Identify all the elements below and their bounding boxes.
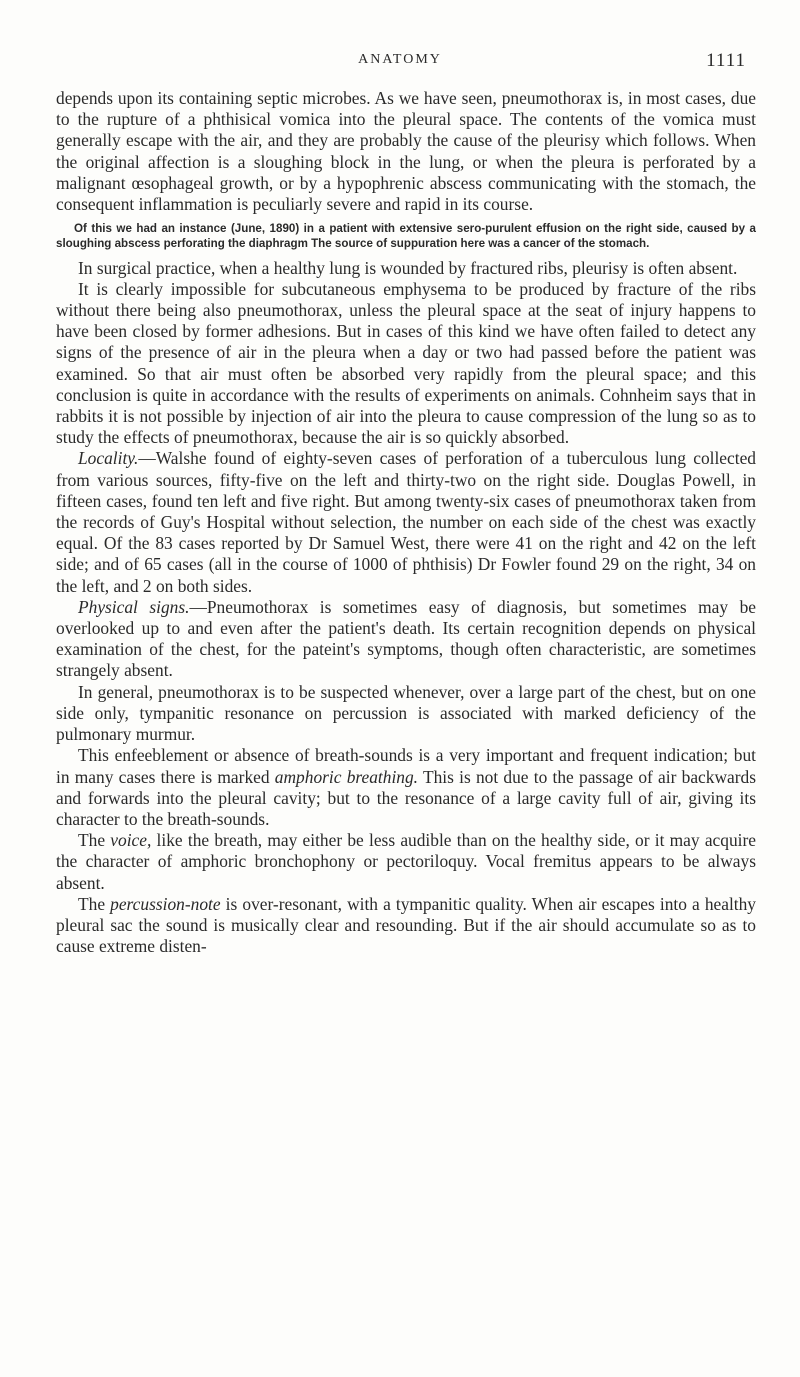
paragraph-physical-signs [56,597,756,682]
percussion-term: percussion-note [110,893,221,914]
voice-text: like the breath, may either be less audible than on the healthy side, or it may acquire the character of amphoric bronchophony or pectoriloquy. Vocal fremitus appears to be always absent. [56,830,756,893]
locality-heading: Locality. [78,448,139,469]
paragraph-breath-sounds [56,745,756,830]
breath-sounds-text: This enfeeblement or absence of breath-sounds is a very important and frequent indication; but in many cases there is marked [56,745,756,787]
page-number: 1111 [706,50,746,71]
physical-signs-heading: Physical signs. [78,596,190,617]
running-title: ANATOMY [358,52,442,67]
paragraph-locality [56,448,756,596]
paragraph-general: In general, pneumothorax is to be suspected whenever, over a large part of the chest, but on one side only, tympanitic resonance on percussion is associated with marked deficiency of the pulmonary murmur. [56,681,756,745]
voice-pre: The [78,830,111,851]
case-note: Of this we had an instance (June, 1890) in a patient with extensive sero-purulent effusion on the right side, caused by a sloughing abscess perforating the diaphragm The source of suppuration here was a cancer of the stomach. [56,222,756,251]
paragraph-surgical-practice: In surgical practice, when a healthy lung is wounded by fractured ribs, pleurisy is often absent. [78,257,738,278]
paragraph-percussion [56,894,756,958]
locality-text: —Walshe found of eighty-seven cases of perforation of a tuberculous lung collected from various sources, fifty-five on the left and thirty-two on the right side. Douglas Powell, in fifteen cases, found ten left and five right. But among twenty-six cases of pneumothorax taken from the records of Guy's Hospital without selection, the number on each side of the chest was exactly equal. Of the 83 cases reported by Dr Samuel West, there were 41 on the right and 42 on the left side; and of 65 cases (all in the course of 1000 of phthisis) Dr Fowler found 29 on the right, 34 on the left, and 2 on both sides. [56,448,756,596]
running-head [0,50,800,74]
paragraph-emphysema: It is clearly impossible for subcutaneous emphysema to be produced by fracture of the ribs without there being also pneumothorax, unless the pleural space at the seat of injury happens to have been closed by former adhesions. But in cases of this kind we have often failed to detect any signs of the presence of air in the pleura when a day or two had passed before the patient was examined. So that air must often be absorbed very rapidly from the pleural space; and this conclusion is quite in accordance with the results of experiments on animals. Cohnheim says that in rabbits it is not possible by injection of air into the pleura to cause compression of the lung so as to study the effects of pneumothorax, because the air is so quickly absorbed. [56,278,756,448]
paragraph-continuation: depends upon its containing septic microbes. As we have seen, pneumothorax is, in most cases, due to the rupture of a phthisical vomica into the pleural space. The contents of the vomica must generally escape with the air, and they are probably the cause of the pleurisy which follows. When the original affection is a sloughing block in the lung, or when the pleura is perforated by a malignant œsophageal growth, or by a hypophrenic abscess communicating with the stomach, the consequent inflammation is peculiarly severe and rapid in its course. [56,88,756,215]
percussion-text: is over-resonant, with a tympanitic quality. When air escapes into a healthy pleural sac the sound is musically clear and resounding. But if the air should accumulate so as to cause extreme disten- [56,893,757,957]
paragraph-voice [56,830,756,894]
amphoric-breathing-term: amphoric breathing. [274,766,419,787]
percussion-pre: The [78,893,111,914]
body-text [56,88,756,957]
physical-signs-text: —Pneumothorax is sometimes easy of diagnosis, but sometimes may be overlooked up to and even after the patient's death. Its certain recognition depends on physical examination of the chest, for the pateint's symptoms, though often characteristic, are sometimes strangely absent. [56,596,756,681]
breath-sounds-tail: This is not due to the passage of air backwards and forwards into the pleural cavity; but to the resonance of a large cavity full of air, giving its character to the breath-sounds. [56,766,756,829]
voice-term: voice, [110,830,152,851]
